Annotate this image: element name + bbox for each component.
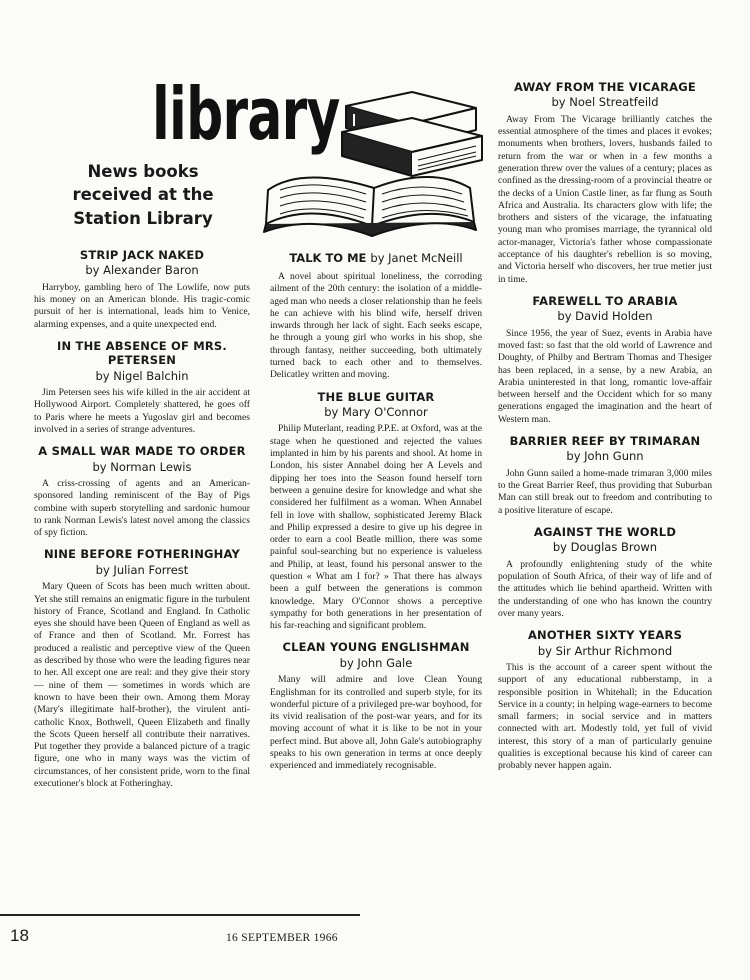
book-title: AWAY FROM THE VICARAGE bbox=[514, 80, 696, 94]
review-entry bbox=[498, 434, 712, 517]
column-left bbox=[34, 248, 250, 798]
review-entry bbox=[34, 444, 250, 539]
book-author: by Janet McNeill bbox=[370, 251, 463, 265]
book-author: by Douglas Brown bbox=[552, 540, 658, 555]
review-entry bbox=[270, 390, 482, 633]
review-entry bbox=[270, 640, 482, 772]
review-text: A criss-crossing of agents and an American-sponsored landing reminiscent of the Bay of Pigs combine with superb storytelling and sardonic humour to rank Norman Lewis's latest novel among the classics of spy fiction. bbox=[34, 478, 250, 539]
page-number: 18 bbox=[10, 926, 29, 945]
review-entry bbox=[498, 294, 712, 426]
review-entry bbox=[34, 248, 250, 331]
review-text: Philip Muterlant, reading P.P.E. at Oxford, was at the stage when he questioned and rejected the values implanted in him by his parents and shool. At home in London, his sister Annabel doing her A Levels and dipping her toes into the Season found herself torn between a genuine desire for knowledge and what she considered her fulfilment as a woman. When Annabel fell in love with shallow, sophisticated Jeremy Black and Philip expressed a desire to give up his degree in order to earn a cool Beatle million, there was some painful soul-searching but no experience is valueless and Philip, at least, found his personal answer to the question « What am I for? » That there has always been a gulf between the generations is common knowledge. Mary O'Connor shows a perceptive sympathy for both generations in her presentation of his far-reaching and significant problem. bbox=[270, 423, 482, 632]
book-author: by Norman Lewis bbox=[92, 459, 192, 474]
book-author: by Alexander Baron bbox=[85, 263, 199, 278]
book-author: by Sir Arthur Richmond bbox=[537, 643, 673, 658]
review-entry bbox=[498, 628, 712, 772]
review-text: A profoundly enlightening study of the white population of South Africa, of their way of life and of the attitudes which lie behind apartheid. Written with the understanding of one who has known the country over many years. bbox=[498, 558, 712, 619]
book-author: by John Gale bbox=[339, 655, 413, 670]
book-title: STRIP JACK NAKED bbox=[79, 248, 205, 262]
book-author: by Noel Streatfeild bbox=[551, 95, 659, 110]
book-author: by David Holden bbox=[557, 309, 653, 324]
review-text: Jim Petersen sees his wife killed in the air accident at Hollywood Airport. Completely shattered, he goes off to Paris where he meets a Yugoslav girl and becomes involved in a series of strange adventures. bbox=[34, 387, 250, 435]
issue-date: 16 SEPTEMBER 1966 bbox=[226, 932, 338, 944]
book-title: ANOTHER SIXTY YEARS bbox=[527, 628, 683, 643]
book-heading bbox=[270, 248, 482, 268]
review-entry bbox=[498, 80, 712, 286]
review-text: Since 1956, the year of Suez, events in Arabia have moved fast: so fast that the old world of Lawrence and Doughty, of Philby and Bertram Thomas and Thesiger has been replaced, in a sense, by a new Arabia, an Arabia uninterested in that long, romantic love-affair between herself and the Occident which for so many generations engaged the imagination and the heart of Western man. bbox=[498, 327, 712, 425]
review-entry bbox=[34, 339, 250, 436]
book-title: IN THE ABSENCE OF MRS. PETERSEN bbox=[57, 338, 227, 368]
review-text: Harryboy, gambling hero of The Lowlife, now puts his money on an American blonde. His tragic-comic pursuit of her is international, leads him to Venice, alarming expenses, and a quite unexpected end. bbox=[34, 281, 250, 330]
review-entry bbox=[270, 248, 482, 382]
book-author: by Mary O'Connor bbox=[324, 405, 428, 420]
review-text: Many will admire and love Clean Young Englishman for its controlled and superb style, for its wonderful picture of a privileged pre-war boyhood, for its vivid realisation of the post-war years, and for its moving account of what it is like to be not in your perfect mind. But above all, John Gale's autobiography speaks to his own generation in terms at once deeply experienced and immediately recognisable. bbox=[270, 674, 482, 772]
review-entry bbox=[34, 547, 250, 790]
page-subtitle: News books received at the Station Library bbox=[72, 162, 214, 228]
footer-rule bbox=[0, 914, 360, 916]
book-author: by Nigel Balchin bbox=[95, 368, 189, 383]
review-text: This is the account of a career spent without the support of any educational rubberstamp, in a responsible position in Whitehall; in the Education Service in a county; in helping wage-earners to become small farmers; in social service and in matters connected with art. Modestly told, yet full of vivid interest, this story of a man of particularly genuine qualities is exceptional because his kind of career can probably never happen again. bbox=[498, 661, 712, 772]
review-text: Away From The Vicarage brilliantly catches the essential atmosphere of the times and places it evokes; monuments when brothers, lovers, husbands failed to return from the war or when in a few months a generation threw over the values of a century; places as confined as the dressing-room of a provincial theatre or the decks of a Union Castle liner, as far flung as South Africa and Australia. Its characters glow with life; the brothers and sisters of the vicarage, the infatuating young man who promises marriage, the tyrannical old actor-manager, Victoria's father whose compassionate acceptance of his daughter's rebellion is so moving, and Victoria herself who discovers, her true metier just in time. bbox=[498, 113, 712, 285]
review-text: A novel about spiritual loneliness, the corroding ailment of the 20th century: the isolation of a middle-aged man who needs a closer relationship than he feels he can achieve with his blind wife, herself driven inwards through her lack of sight. Each seeks escape, he through a young girl who works in his shop, she through fantasy, neither succeeding, both ultimately turned back to each other and to themselves. Delicatley written and moving. bbox=[270, 271, 482, 381]
book-title: TALK TO ME bbox=[289, 251, 367, 265]
masthead-title: library bbox=[152, 72, 340, 156]
books-illustration-icon bbox=[262, 84, 486, 242]
book-title: CLEAN YOUNG ENGLISHMAN bbox=[282, 640, 470, 655]
book-title: BARRIER REEF BY TRIMARAN bbox=[509, 434, 701, 449]
column-right bbox=[498, 80, 712, 781]
book-title: FAREWELL TO ARABIA bbox=[532, 293, 678, 308]
review-text: John Gunn sailed a home-made trimaran 3,000 miles to the Great Barrier Reef, thus providing that Suburban Man can still break out to freedom and contributing to a positive literature of escape. bbox=[498, 467, 712, 516]
book-title: AGAINST THE WORLD bbox=[533, 524, 677, 539]
column-middle bbox=[270, 248, 482, 781]
book-author: by Julian Forrest bbox=[95, 562, 189, 577]
book-title: THE BLUE GUITAR bbox=[317, 389, 435, 404]
book-title: A SMALL WAR MADE TO ORDER bbox=[38, 444, 246, 459]
review-text: Mary Queen of Scots has been much written about. Yet she still remains an enigmatic figure in the turbulent history of France, Scotland and England. In Catholic eyes she should have been Queen of England as well as of France and then of Scotland. Mr. Forrest has produced a realistic and perceptive view of the Queen as described by those who were the leading figures near to her. All except one are real: and they give their story — nine of them — sometimes in words which are known to have been their own. Among them Moray (Mary's illegitimate half-brother), the virulent anti-catholic Knox, Bothwell, Queen Elizabeth and finally the Scots Queen herself all contribute their narratives. Put together they provide a balanced picture of a tragic figure, one who in many ways was the victim of circumstances, of her consistent pride, worn to the final executioner's block at Fotheringhay. bbox=[34, 581, 250, 789]
book-title: NINE BEFORE FOTHERINGHAY bbox=[43, 547, 241, 562]
review-entry bbox=[498, 525, 712, 620]
book-author: by John Gunn bbox=[566, 449, 644, 464]
